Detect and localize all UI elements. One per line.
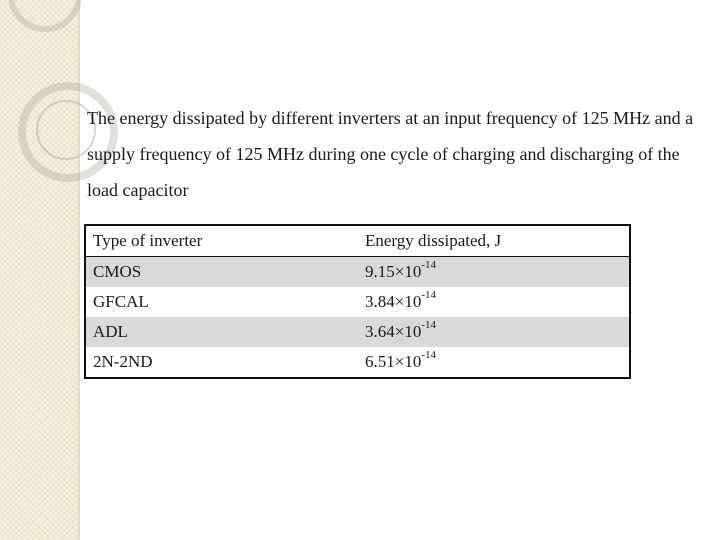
energy-table xyxy=(84,224,631,379)
value-times-sign: × xyxy=(394,262,405,281)
value-base: 10 xyxy=(404,292,422,311)
row-inverter-type: 2N-2ND xyxy=(93,352,153,371)
row-energy-value xyxy=(358,347,630,378)
header-energy-dissipated: Energy dissipated, J xyxy=(358,225,630,257)
row-energy-value xyxy=(358,317,630,347)
value-base: 10 xyxy=(404,322,422,341)
value-base: 10 xyxy=(404,262,422,281)
value-mantissa: 6.51 xyxy=(365,352,395,371)
row-inverter-type: ADL xyxy=(85,317,358,347)
slide-heading: The energy dissipated by different inverters at an input frequency of 125 MHz and a supply frequency of 125 MHz during one cycle of charging and discharging of the load capacitor xyxy=(87,108,694,200)
value-exponent: -14 xyxy=(421,319,437,332)
table-row xyxy=(85,347,630,378)
table-row xyxy=(85,317,630,347)
value-exponent: -14 xyxy=(421,349,437,362)
row-energy-value xyxy=(358,287,630,317)
value-mantissa: 3.64 xyxy=(365,322,395,341)
value-times-sign: × xyxy=(394,292,405,311)
value-times-sign: × xyxy=(394,322,405,341)
header-type-of-inverter: Type of inverter xyxy=(85,225,358,257)
decorative-side-band xyxy=(0,0,78,540)
table-header-row xyxy=(85,225,630,257)
value-mantissa: 3.84 xyxy=(365,292,395,311)
side-band-divider xyxy=(78,0,80,540)
table-row xyxy=(85,257,630,288)
value-exponent: -14 xyxy=(421,289,437,302)
value-base: 10 xyxy=(404,352,422,371)
row-inverter-type: CMOS xyxy=(85,257,358,288)
row-inverter-type: GFCAL xyxy=(93,292,149,311)
table-row xyxy=(85,287,630,317)
value-exponent: -14 xyxy=(421,259,437,272)
row-energy-value xyxy=(358,257,630,288)
value-times-sign: × xyxy=(394,352,405,371)
value-mantissa: 9.15 xyxy=(365,262,395,281)
